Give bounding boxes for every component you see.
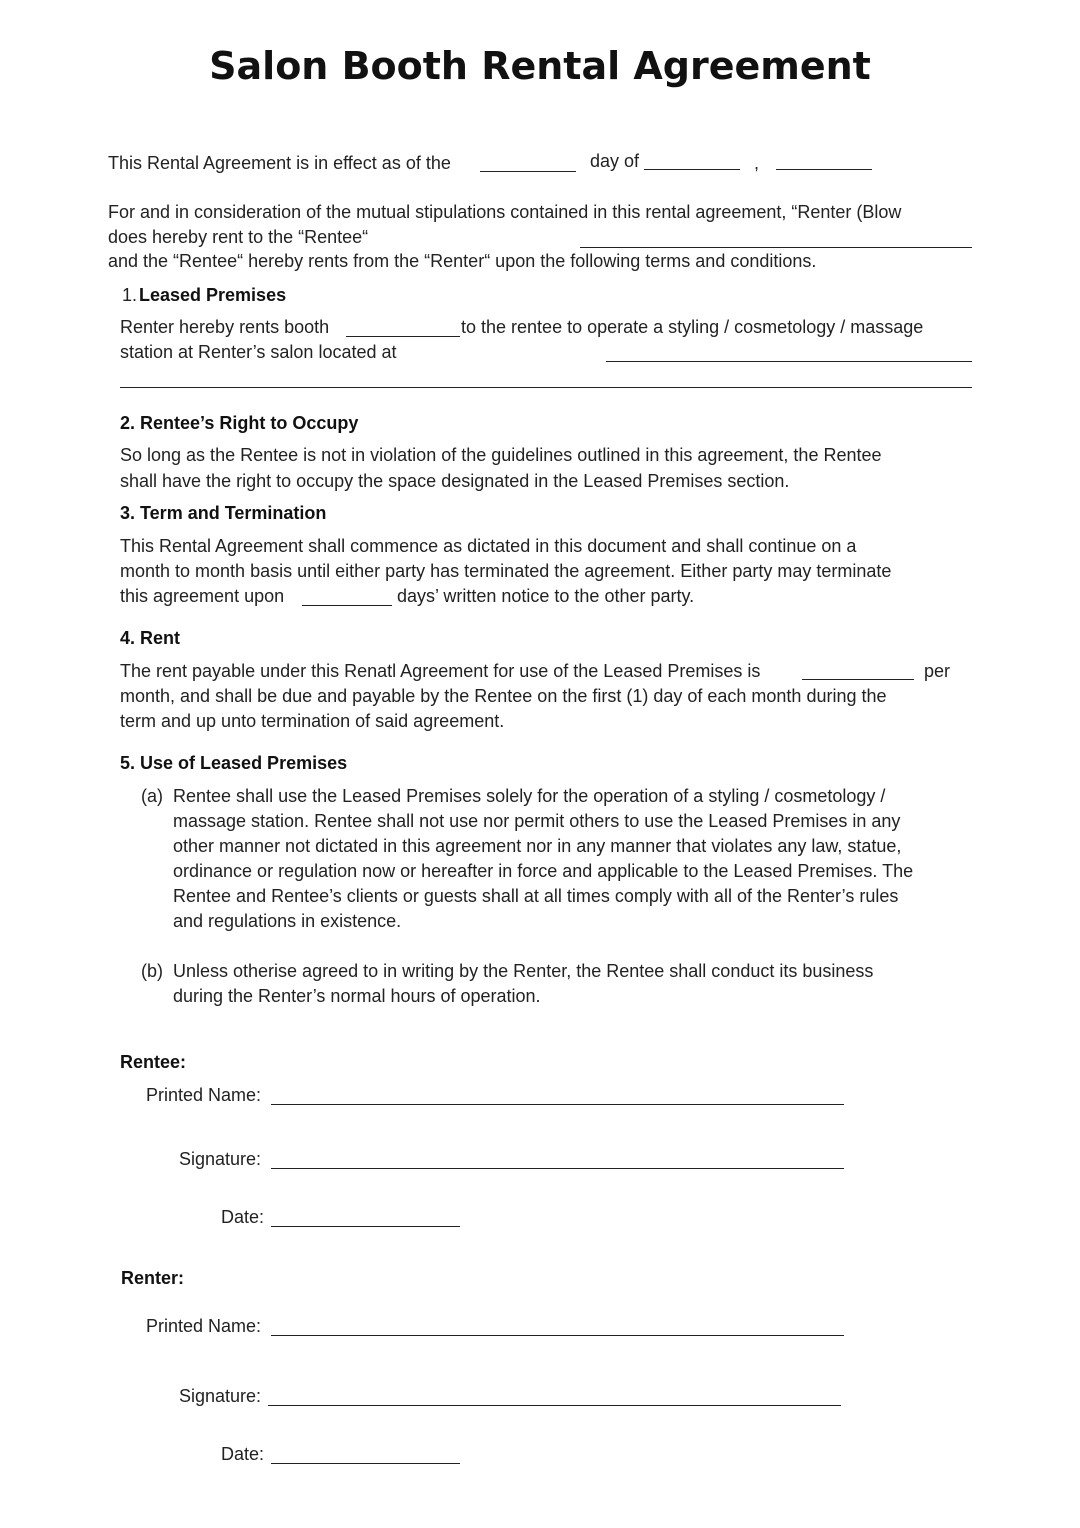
- rentee-printed-name-field[interactable]: [271, 1104, 844, 1105]
- section-1-line-1-suffix: to the rentee to operate a styling / cosmetology / massage: [461, 317, 924, 337]
- section-4-heading: 4. Rent: [120, 628, 181, 648]
- booth-number-blank[interactable]: [346, 336, 460, 337]
- section-3-heading: 3. Term and Termination: [120, 503, 327, 523]
- clause-b-line-2: during the Renter’s normal hours of operation.: [173, 986, 541, 1006]
- renter-signature-field[interactable]: [268, 1405, 841, 1406]
- section-1-line-1-prefix: Renter hereby rents booth: [120, 317, 330, 337]
- renter-date-label: Date:: [221, 1444, 265, 1464]
- effect-month-blank[interactable]: [644, 169, 740, 170]
- section-5-heading: 5. Use of Leased Premises: [120, 753, 348, 773]
- rentee-date-field[interactable]: [271, 1226, 460, 1227]
- clause-b-label: (b): [141, 961, 163, 981]
- date-comma: ,: [754, 153, 760, 173]
- rentee-name-blank[interactable]: [580, 247, 972, 248]
- notice-days-blank[interactable]: [302, 605, 392, 606]
- renter-heading: Renter:: [121, 1268, 185, 1288]
- salon-address-blank-2[interactable]: [120, 387, 972, 388]
- consideration-line-2: does hereby rent to the “Rentee“: [108, 227, 369, 247]
- salon-address-blank[interactable]: [606, 361, 972, 362]
- clause-a-line-3: other manner not dictated in this agreement nor in any manner that violates any law, statue,: [173, 836, 902, 856]
- clause-a-line-4: ordinance or regulation now or hereafter in force and applicable to the Leased Premises. The: [173, 861, 914, 881]
- clause-a-line-5: Rentee and Rentee’s clients or guests shall at all times comply with all of the Renter’s rules: [173, 886, 899, 906]
- renter-signature-label: Signature:: [179, 1386, 262, 1406]
- effect-day-blank[interactable]: [480, 171, 576, 172]
- section-4-line-2: month, and shall be due and payable by the Rentee on the first (1) day of each month during the: [120, 686, 887, 706]
- clause-a-line-1: Rentee shall use the Leased Premises solely for the operation of a styling / cosmetology /: [173, 786, 886, 806]
- section-4-line-3: term and up unto termination of said agreement.: [120, 711, 505, 731]
- day-of-text: day of: [590, 151, 640, 171]
- rentee-signature-field[interactable]: [271, 1168, 844, 1169]
- effect-date-text: This Rental Agreement is in effect as of the: [108, 153, 451, 173]
- section-4-line-1-suffix: per: [924, 661, 951, 681]
- document-title: Salon Booth Rental Agreement: [209, 44, 871, 88]
- clause-b-line-1: Unless otherise agreed to in writing by the Renter, the Rentee shall conduct its business: [173, 961, 874, 981]
- renter-printed-name-label: Printed Name:: [146, 1316, 262, 1336]
- effect-year-blank[interactable]: [776, 169, 872, 170]
- clause-a-line-2: massage station. Rentee shall not use nor permit others to use the Leased Premises in any: [173, 811, 901, 831]
- rent-amount-blank[interactable]: [802, 679, 914, 680]
- section-3-line-3-suffix: days’ written notice to the other party.: [397, 586, 695, 606]
- consideration-line-1: For and in consideration of the mutual stipulations contained in this rental agreement, “Renter (Blow: [108, 202, 902, 222]
- rentee-heading: Rentee:: [120, 1052, 187, 1072]
- section-4-line-1-prefix: The rent payable under this Renatl Agreement for use of the Leased Premises is: [120, 661, 761, 681]
- consideration-line-3: and the “Rentee“ hereby rents from the “Renter“ upon the following terms and conditions.: [108, 251, 817, 271]
- rentee-signature-label: Signature:: [179, 1149, 262, 1169]
- section-2-heading: 2. Rentee’s Right to Occupy: [120, 413, 359, 433]
- clause-a-label: (a): [141, 786, 163, 806]
- section-3-line-3-prefix: this agreement upon: [120, 586, 285, 606]
- section-2-line-2: shall have the right to occupy the space designated in the Leased Premises section.: [120, 471, 790, 491]
- renter-date-field[interactable]: [271, 1463, 460, 1464]
- clause-a-line-6: and regulations in existence.: [173, 911, 402, 931]
- rentee-printed-name-label: Printed Name:: [146, 1085, 262, 1105]
- section-1-number: 1.: [122, 285, 138, 305]
- section-3-line-1: This Rental Agreement shall commence as dictated in this document and shall continue on a: [120, 536, 857, 556]
- section-2-line-1: So long as the Rentee is not in violation of the guidelines outlined in this agreement, the Rentee: [120, 445, 882, 465]
- rentee-date-label: Date:: [221, 1207, 265, 1227]
- section-1-line-2: station at Renter’s salon located at: [120, 342, 397, 362]
- section-3-line-2: month to month basis until either party has terminated the agreement. Either party may terminate: [120, 561, 892, 581]
- section-1-heading: Leased Premises: [139, 285, 287, 305]
- renter-printed-name-field[interactable]: [271, 1335, 844, 1336]
